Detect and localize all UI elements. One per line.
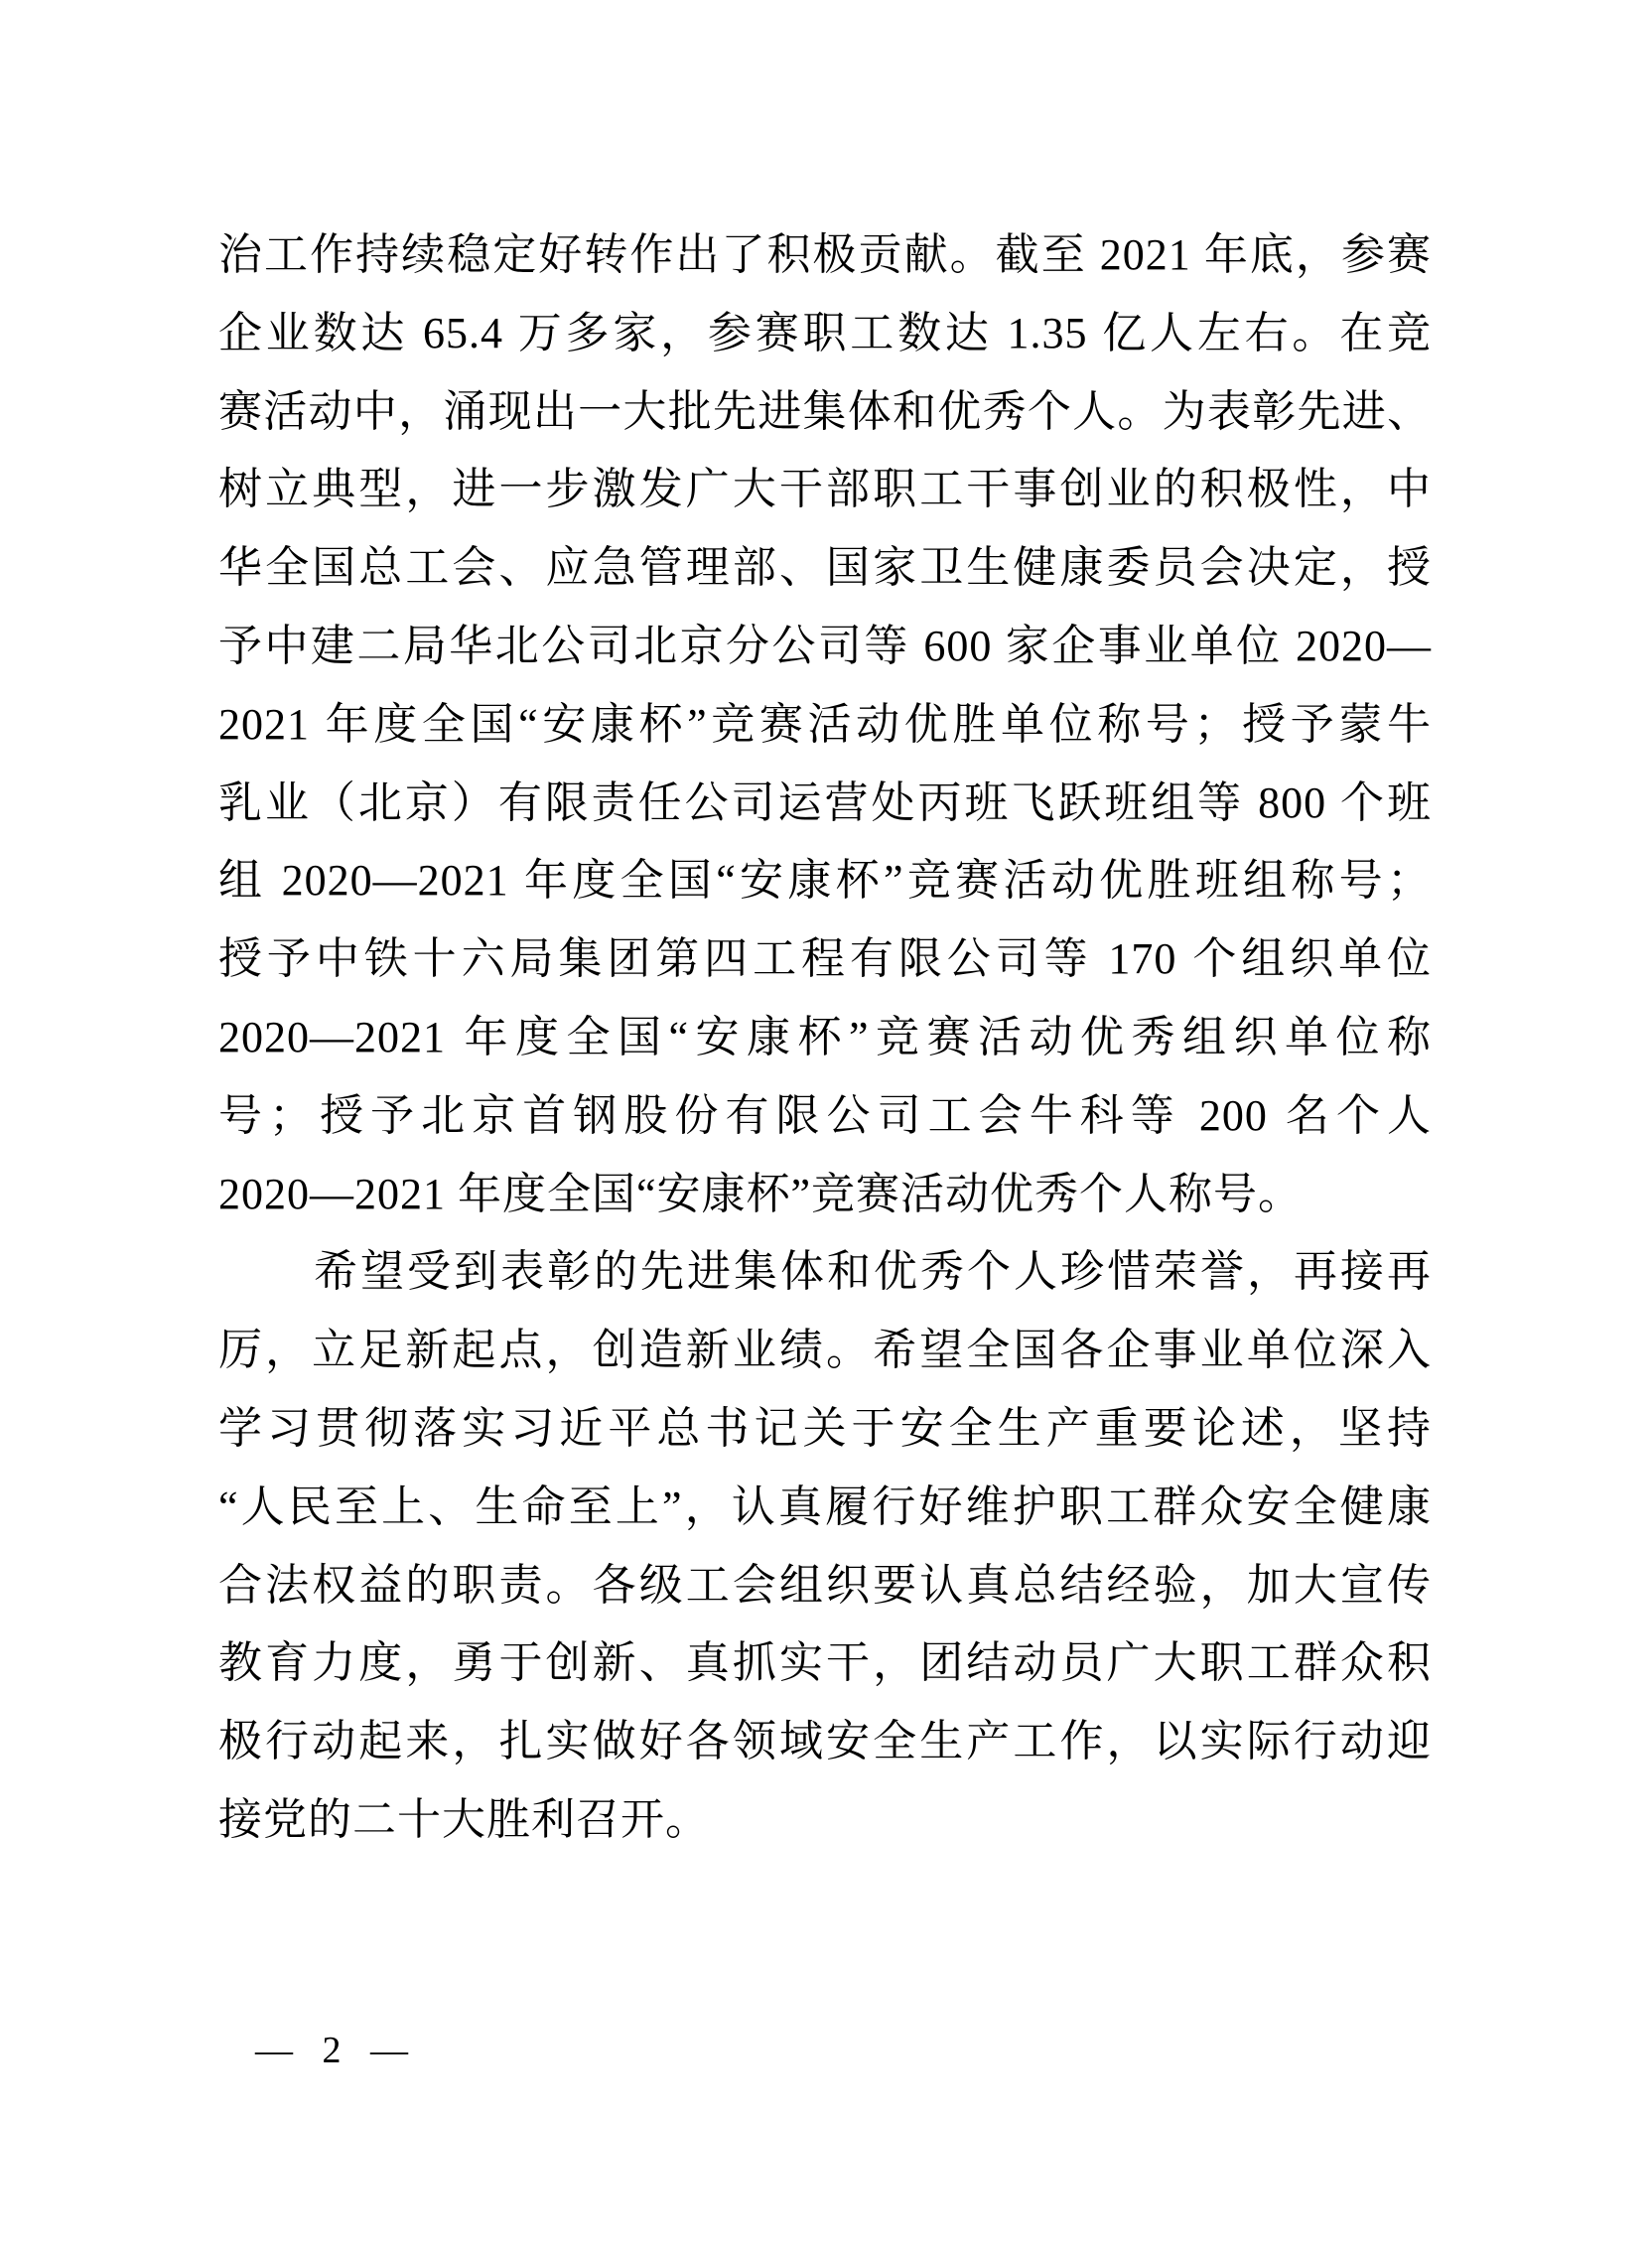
text-line: 乳业（北京）有限责任公司运营处丙班飞跃班组等 800 个班 [218, 777, 1432, 827]
text-line: 授予中铁十六局集团第四工程有限公司等 170 个组织单位 [218, 934, 1432, 984]
text-line: 接党的二十大胜利召开。 [218, 1794, 710, 1844]
text-line: 学习贯彻落实习近平总书记关于安全生产重要论述，坚持 [218, 1403, 1432, 1453]
text-line: 2020—2021 年度全国“安康杯”竞赛活动优秀组织单位称 [218, 1012, 1432, 1061]
text-line: 极行动起来，扎实做好各领域安全生产工作，以实际行动迎 [218, 1717, 1432, 1766]
text-line: 教育力度，勇于创新、真抓实干，团结动员广大职工群众积 [218, 1638, 1432, 1688]
text-line: 企业数达 65.4 万多家，参赛职工数达 1.35 亿人左右。在竞 [218, 308, 1432, 357]
text-line: 治工作持续稳定好转作出了积极贡献。截至 2021 年底，参赛 [218, 230, 1432, 279]
text-line: 赛活动中，涌现出一大批先进集体和优秀个人。为表彰先进、 [218, 386, 1432, 436]
text-line: 合法权益的职责。各级工会组织要认真总结经验，加大宣传 [218, 1560, 1432, 1610]
text-line: 希望受到表彰的先进集体和优秀个人珍惜荣誉，再接再 [314, 1247, 1432, 1297]
document-body [218, 216, 1432, 1860]
page-number: — 2 — [255, 2030, 409, 2071]
text-line: 华全国总工会、应急管理部、国家卫生健康委员会决定，授 [218, 543, 1432, 593]
text-line: 予中建二局华北公司北京分公司等 600 家企事业单位 2020— [218, 621, 1432, 670]
text-line: “人民至上、生命至上”，认真履行好维护职工群众安全健康 [218, 1481, 1432, 1531]
text-line: 2020—2021 年度全国“安康杯”竞赛活动优秀个人称号。 [218, 1169, 1304, 1218]
text-line: 树立典型，进一步激发广大干部职工干事创业的积极性，中 [218, 465, 1432, 514]
text-line: 厉，立足新起点，创造新业绩。希望全国各企事业单位深入 [218, 1326, 1432, 1375]
text-line: 组 2020—2021 年度全国“安康杯”竞赛活动优胜班组称号； [218, 856, 1432, 906]
text-line: 号；授予北京首钢股份有限公司工会牛科等 200 名个人 [218, 1090, 1432, 1140]
text-line: 2021 年度全国“安康杯”竞赛活动优胜单位称号；授予蒙牛 [218, 699, 1432, 749]
